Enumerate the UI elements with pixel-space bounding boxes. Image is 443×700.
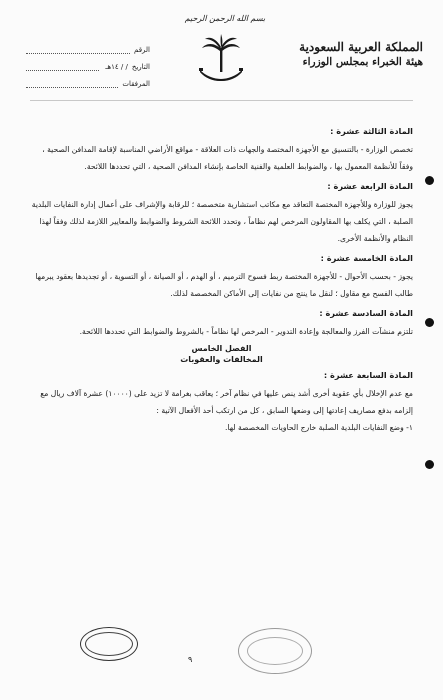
chapter-subtitle: المخالفات والعقوبات — [180, 355, 263, 364]
date-line — [26, 63, 99, 71]
reference-block — [20, 41, 150, 92]
basmala: بسم الله الرحمن الرحيم — [184, 14, 266, 23]
article-15-text: يجوز - بحسب الأحوال - للأجهزة المختصة ربط فسوح الترميم ، أو الهدم ، أو الصيانة ، أو التسوية ، أو تجديدها بعقود يبرمها طالب الفسح مع مقاول ؛ لنقل ما ينتج من نفايات إلى الأماكن المخصصة لذلك. — [35, 272, 413, 298]
punch-hole-icon — [425, 460, 434, 469]
org-country: المملكة العربية السعودية — [299, 40, 423, 54]
punch-hole-icon — [425, 318, 434, 327]
article-14-heading: المادة الرابعة عشرة : — [327, 181, 413, 191]
article-13-heading: المادة الثالثة عشرة : — [330, 126, 413, 136]
article-17-item-1: ١- وضع النفايات البلدية الصلبة خارج الحاويات المخصصة لها. — [225, 423, 413, 432]
document-body — [30, 120, 413, 436]
number-label: الرقم — [134, 45, 150, 54]
org-authority: هيئة الخبراء بمجلس الوزراء — [302, 56, 423, 68]
attachments-line — [26, 80, 118, 88]
article-15-heading: المادة الخامسة عشرة : — [320, 253, 413, 263]
page-number: ٩ — [188, 655, 193, 664]
date-row — [20, 58, 150, 75]
article-16-heading: المادة السادسة عشرة : — [319, 308, 413, 318]
article-16-text: تلتزم منشآت الفرز والمعالجة وإعادة التدوير - المرخص لها نظاماً - بالشروط والضوابط التي تحددها اللائحة. — [79, 327, 413, 336]
attachments-row — [20, 75, 150, 92]
faded-seal-stamp — [238, 628, 312, 674]
article-14-text: يجوز للوزارة وللأجهزة المختصة التعاقد مع مكاتب استشارية متخصصة ؛ للرقابة والإشراف على أعمال إدارة النفايات البلدية الصلبة ، التي يكلف بها المقاولون المرخص لهم نظاماً ، وتحدد اللائحة الشروط والضوابط والمعايير اللازمة لذلك وفقاً لهذا النظام والأنظمة الأخرى. — [31, 200, 413, 243]
article-13-text: تخصص الوزارة - بالتنسيق مع الأجهزة المختصة والجهات ذات العلاقة - مواقع الأراضي المناسبة لإقامة المدافن الصحية ، وفقاً للأنظمة المعمول بها ، والضوابط العلمية والفنية الخاصة بإنشاء المدافن الصحية ، التي تحددها اللائحة. — [42, 145, 413, 171]
attachments-label: المرفقات — [122, 79, 150, 88]
date-label: التاريخ — [131, 62, 150, 71]
article-17-heading: المادة السابعة عشرة : — [323, 370, 413, 380]
number-row — [20, 41, 150, 58]
header-divider — [30, 100, 413, 101]
date-value: / / ١٤هـ — [105, 62, 128, 71]
article-17-text: مع عدم الإخلال بأي عقوبة أخرى أشد ينص عليها في نظام آخر ؛ يعاقب بغرامة لا تزيد على (١٠٠٠٠) عشرة آلاف ريال مع إلزامه بدفع مصاريف إعادتها إلى وضعها السابق ، كل من ارتكب أحد الأفعال الآتية : — [40, 389, 413, 415]
organization-name — [263, 40, 423, 68]
number-line — [26, 46, 130, 54]
punch-hole-icon — [425, 176, 434, 185]
chapter-title: الفصل الخامس — [191, 344, 252, 353]
saudi-emblem-icon — [196, 34, 246, 86]
official-seal-stamp — [80, 627, 138, 661]
